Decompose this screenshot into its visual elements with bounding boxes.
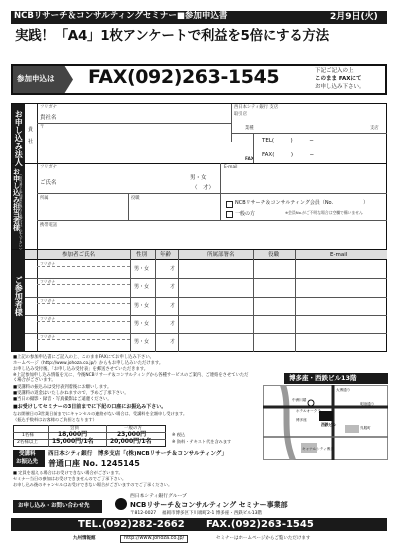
bank-label-1: 受講料 bbox=[19, 451, 36, 457]
col-divider bbox=[253, 250, 254, 352]
cancel-line1: なお開催日の3営業日前までにキャンセルの連絡がない場合は、受講料を全額申し受けます。 bbox=[13, 411, 188, 416]
station-marker bbox=[308, 400, 314, 406]
participants-side-label: ご参加者様 bbox=[14, 276, 24, 316]
row-line bbox=[25, 315, 387, 316]
map-label: 明治通り bbox=[360, 402, 375, 406]
row-gender: 男・女 bbox=[134, 266, 150, 272]
member-note: ※会員No.がご不明な場合は空欄で構いません bbox=[285, 210, 363, 215]
row-line bbox=[37, 193, 387, 194]
cell-divider bbox=[253, 133, 254, 163]
row-line bbox=[25, 278, 387, 279]
website-url[interactable]: http://www.johoza.co.jp/ bbox=[120, 535, 188, 543]
cell-divider bbox=[220, 163, 221, 193]
company-sub-label: 貴 bbox=[28, 127, 34, 133]
row-line bbox=[25, 333, 387, 334]
contact-bar bbox=[11, 518, 387, 531]
river bbox=[283, 385, 293, 460]
cancel-title: ■お受けしてセミナーの3日前までに下記の口座にお振込み下さい。 bbox=[13, 404, 167, 410]
building-marker bbox=[319, 411, 333, 421]
company-name: NCBリサーチ＆コンサルティング セミナー事業部 bbox=[130, 501, 288, 509]
note-line: ■上記の参加申込書にご記入の上、このままFAXにてお申し込み下さい。 bbox=[13, 355, 154, 360]
applicant-side-label: お申し込み担当者様 bbox=[12, 168, 21, 231]
row-age: 才 bbox=[170, 284, 176, 291]
col-header-gender: 性別 bbox=[136, 252, 148, 258]
applicant-name-label: ご氏名 bbox=[40, 180, 57, 186]
web-note: セミナーはホームページからご覧いただけます bbox=[216, 536, 311, 541]
cell-divider bbox=[220, 193, 221, 220]
row-furigana-line bbox=[37, 339, 130, 340]
cancel-note: セミナー当日の参加はお受けできませんのでご了承下さい。 bbox=[13, 476, 127, 481]
fee-row2-member: 15,000円/1名 bbox=[52, 438, 94, 445]
row-furigana-line bbox=[37, 321, 130, 322]
company-address: 福岡市博多区下川端町2-1 博多座・西鉄ビル13階 bbox=[162, 511, 263, 516]
row-furigana: フリガナ bbox=[40, 315, 55, 321]
row-age: 才 bbox=[170, 302, 176, 309]
company-tel: TEL( ) − bbox=[262, 138, 314, 144]
col-header-name: 参加者ご氏名 bbox=[62, 252, 96, 258]
map-title: 博多座・西鉄ビル13階 bbox=[289, 374, 357, 382]
fee-tax-note: ※ 税込 bbox=[172, 432, 186, 437]
map-label: 中洲川端 bbox=[292, 398, 307, 402]
fee-material-note: ※ 資料・テキスト代を含みます bbox=[172, 439, 232, 444]
map-label: 呉服町 bbox=[360, 426, 371, 430]
row-gender: 男・女 bbox=[134, 339, 150, 346]
note-line: ホームページ（http://www.johoza.co.jp/）からもお申し込みいただけます。 bbox=[13, 361, 164, 366]
company-side-label: お申し込み法人 bbox=[14, 110, 24, 166]
col-header-post: 役職 bbox=[268, 252, 280, 258]
bank-account: 普通口座 No. 1245145 bbox=[48, 459, 140, 468]
row-gender: 男・女 bbox=[134, 302, 150, 309]
map-label: 西鉄ビル bbox=[321, 422, 337, 427]
building bbox=[345, 425, 359, 433]
contact-tel: TEL.(092)282-2662 bbox=[78, 519, 185, 530]
bank-label-2: お振込先 bbox=[16, 459, 39, 465]
row-age: 才 bbox=[170, 266, 176, 272]
section-label: 支店 bbox=[370, 126, 379, 131]
note-line: ■当日の撮影・録音・写真撮影はご遠慮ください。 bbox=[13, 397, 112, 402]
headline: 実践！「A4」1枚アンケートで利益を5倍にする方法 bbox=[15, 28, 329, 44]
applicant-side-note: （担当者と参加者が異なる場合はご記入下さい） bbox=[19, 172, 24, 252]
fee-row1-member: 18,000円 bbox=[58, 431, 88, 438]
fax-note-3: お申し込み下さい。 bbox=[315, 84, 365, 90]
col-header-dept: 所属部署名 bbox=[207, 252, 235, 258]
zip-label: 〒 bbox=[40, 125, 45, 130]
fax-note-1: 下記ご記入の上 bbox=[315, 68, 354, 74]
row-line bbox=[25, 297, 387, 298]
member-label: NCBリサーチ＆コンサルティング会員（No. ） bbox=[235, 200, 369, 206]
cell-divider bbox=[37, 104, 38, 163]
company-logo bbox=[115, 498, 127, 510]
furigana-label: フリガナ bbox=[40, 105, 57, 110]
cancel-note: ■ 定員を超える場合はお受けできない場合がございます。 bbox=[13, 470, 123, 475]
applicant-furigana: フリガナ bbox=[40, 165, 57, 170]
map-label: キャナルシティ博多 bbox=[302, 447, 334, 451]
post-label: 役職 bbox=[131, 196, 140, 201]
cell-divider bbox=[37, 163, 38, 249]
web-label: 九州情報館 bbox=[73, 536, 96, 541]
fax-note-2: このまま FAXにて bbox=[315, 76, 362, 82]
col-header-email: E-mail bbox=[330, 252, 348, 258]
fax-tag: FAX bbox=[245, 157, 255, 162]
row-furigana: フリガナ bbox=[40, 334, 55, 340]
row-line bbox=[37, 123, 231, 124]
group-label: 西日本シティ銀行グループ bbox=[130, 494, 187, 499]
note-line: ※上記参加申し込み情報を元に、今後NCBリサーチ＆コンサルティングから各種サービスのご案内、ご連絡をさせていただく場合がございます。 bbox=[13, 373, 249, 383]
general-checkbox[interactable] bbox=[226, 211, 233, 218]
contact-fax: FAX.(092)263-1545 bbox=[206, 519, 314, 530]
col-divider bbox=[155, 250, 156, 352]
row-age: 才 bbox=[170, 339, 176, 346]
row-furigana-line bbox=[37, 284, 130, 285]
row-gender: 男・女 bbox=[134, 320, 150, 327]
fax-number: FAX(092)263-1545 bbox=[88, 66, 280, 88]
company-sub-label: 社 bbox=[28, 139, 34, 145]
member-checkbox[interactable] bbox=[226, 201, 233, 208]
applicant-age: （ 才） bbox=[192, 185, 215, 191]
fax-label: 参加申込は bbox=[17, 74, 55, 83]
contact-label: お申し込み・お問い合わせ先 bbox=[18, 503, 90, 509]
row-furigana: フリガナ bbox=[40, 261, 55, 266]
row-furigana: フリガナ bbox=[40, 279, 55, 285]
col-divider bbox=[48, 425, 49, 447]
fee-row2-label: 2名様以上 bbox=[17, 440, 38, 445]
map-label: 博多座 bbox=[296, 418, 307, 422]
row-age: 才 bbox=[170, 320, 176, 327]
dept-label: 所属 bbox=[40, 196, 49, 201]
branch-note: 取引店 bbox=[234, 112, 247, 117]
row-furigana: フリガナ bbox=[40, 297, 55, 303]
map-label: 大博通り bbox=[336, 388, 351, 392]
note-line: お申し込み受付後、「お申し込み受付表」を郵送させていただきます。 bbox=[13, 367, 149, 372]
company-fax: FAX( ) − bbox=[262, 152, 315, 158]
cell-divider bbox=[37, 249, 38, 352]
general-label: 一般の方 bbox=[235, 211, 256, 217]
form-title: NCBリサーチ＆コンサルティングセミナー■参加申込書 bbox=[14, 11, 228, 21]
col-divider bbox=[295, 250, 296, 352]
company-zip: 〒812-0027 bbox=[130, 511, 157, 516]
fee-row2-general: 20,000円/1名 bbox=[110, 438, 152, 445]
col-divider bbox=[130, 250, 131, 352]
row-gender: 男・女 bbox=[134, 284, 150, 291]
col-divider bbox=[178, 250, 179, 352]
note-line: ■受講料の振込みは受付表到着後にお願いします。 bbox=[13, 385, 112, 390]
bank-name: 西日本シティ銀行 博多支店「(株)NCBリサーチ＆コンサルティング」 bbox=[48, 451, 227, 457]
cancel-note: お申し込み後のキャンセルはお受けできない場合がございますのでご了承ください。 bbox=[13, 482, 173, 487]
map-label: ホテルオークラ bbox=[296, 409, 321, 413]
col-divider bbox=[106, 425, 107, 447]
fee-col-member: 会員 bbox=[70, 426, 79, 431]
phone-label: 携帯電話 bbox=[40, 223, 58, 228]
applicant-gender: 男・女 bbox=[190, 175, 207, 181]
row-furigana-line bbox=[37, 266, 130, 267]
fee-row1-general: 23,000円 bbox=[117, 431, 147, 438]
row-line bbox=[231, 133, 387, 134]
email-label: E-mail bbox=[224, 165, 238, 170]
note-line: ■受講料の返金はいたしかねますので、予めご了承下さい。 bbox=[13, 391, 129, 396]
cell-divider bbox=[128, 193, 129, 220]
col-header-age: 年齢 bbox=[160, 252, 172, 258]
seminar-date: 2月9日(火) bbox=[330, 12, 378, 22]
row-furigana-line bbox=[37, 303, 130, 304]
division-label: 業種 bbox=[245, 126, 254, 131]
fee-col-general: 一般の方 bbox=[124, 426, 142, 431]
row-line bbox=[37, 220, 387, 221]
section-divider bbox=[11, 163, 387, 164]
cell-divider bbox=[231, 104, 232, 142]
company-name-label: 貴社名 bbox=[40, 115, 57, 121]
branch-label: 西日本シティ銀行 支店 bbox=[234, 105, 278, 110]
cancel-line2: （振込手数料はお客様のご負担となります） bbox=[13, 417, 97, 422]
fee-row1-label: 1名様 bbox=[22, 433, 34, 438]
